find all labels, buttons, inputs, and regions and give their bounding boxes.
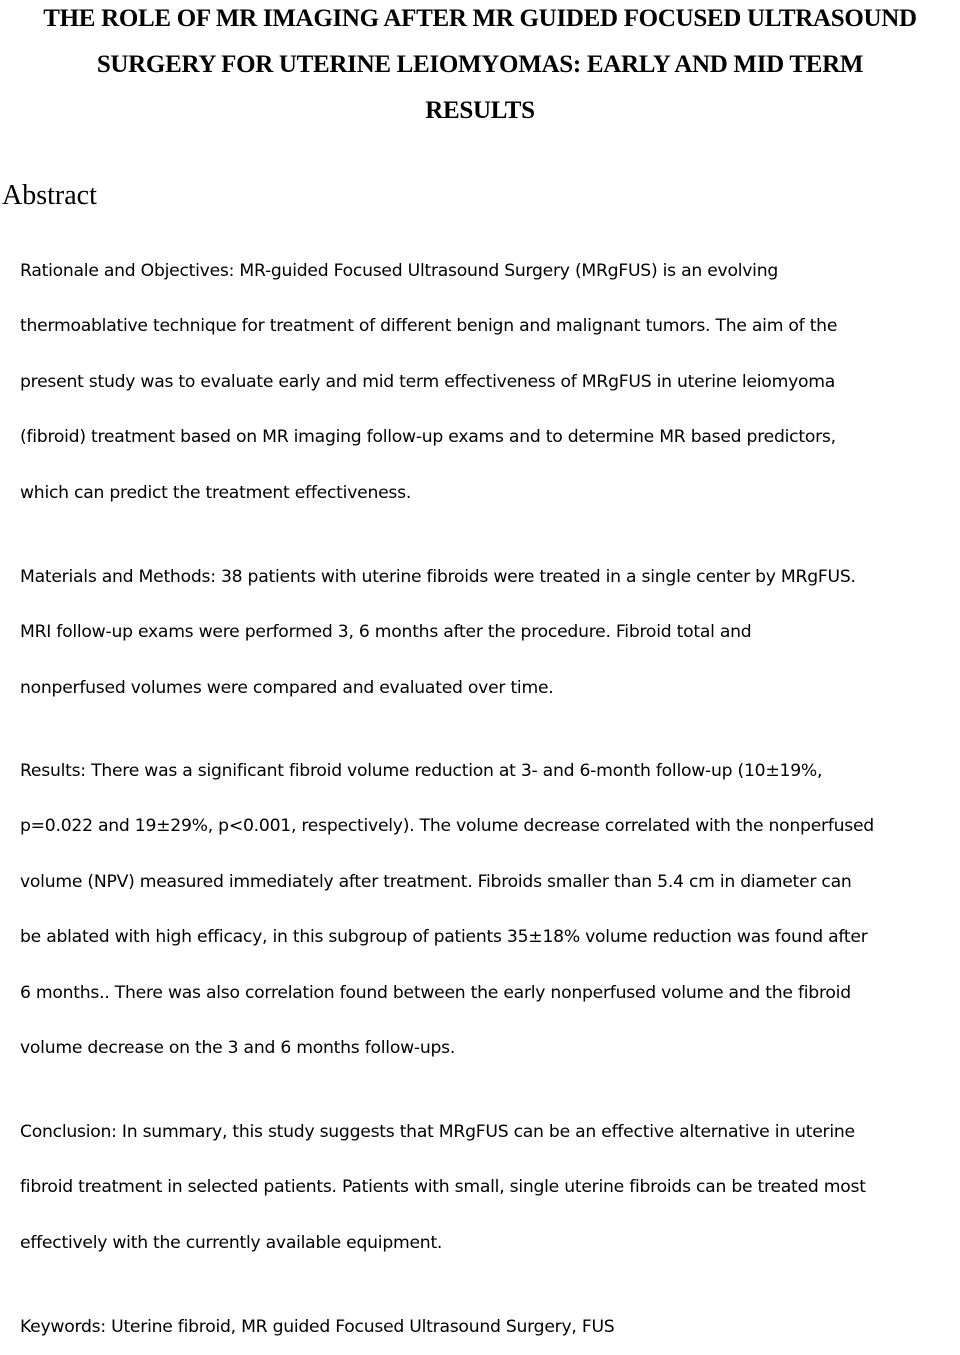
text-line: MRI follow-up exams were performed 3, 6 months after the procedure. Fibroid total and bbox=[20, 622, 752, 643]
results-paragraph bbox=[20, 744, 950, 1076]
text-line: fibroid treatment in selected patients. Patients with small, single uterine fibroids can be treated most bbox=[20, 1177, 866, 1198]
text-line: Materials and Methods: 38 patients with uterine fibroids were treated in a single center by MRgFUS. bbox=[20, 567, 856, 587]
title-line: THE ROLE OF MR IMAGING AFTER MR GUIDED FOCUSED ULTRASOUND bbox=[43, 5, 917, 32]
text-line: which can predict the treatment effectiveness. bbox=[20, 482, 412, 503]
title-line: SURGERY FOR UTERINE LEIOMYOMAS: EARLY AND MID TERM bbox=[96, 51, 864, 78]
text-line: 6 months.. There was also correlation found between the early nonperfused volume and the fibroid bbox=[20, 982, 851, 1003]
conclusion-paragraph bbox=[20, 1105, 950, 1271]
text-line: effectively with the currently available equipment. bbox=[20, 1232, 443, 1253]
keywords-paragraph bbox=[20, 1300, 950, 1355]
methods-paragraph bbox=[20, 550, 950, 716]
text-line: p=0.022 and 19±29%, p<0.001, respectively). The volume decrease correlated with the nonperfused bbox=[20, 816, 874, 837]
text-line: nonperfused volumes were compared and evaluated over time. bbox=[20, 677, 554, 698]
text-line: present study was to evaluate early and mid term effectiveness of MRgFUS in uterine leiomyoma bbox=[20, 371, 836, 392]
text-line: be ablated with high efficacy, in this subgroup of patients 35±18% volume reduction was found after bbox=[20, 927, 868, 948]
abstract-heading: Abstract bbox=[2, 180, 97, 211]
text-line: Conclusion: In summary, this study suggests that MRgFUS can be an effective alternative in uterine bbox=[20, 1122, 855, 1142]
text-line: volume (NPV) measured immediately after treatment. Fibroids smaller than 5.4 cm in diameter can bbox=[20, 871, 852, 892]
text-line: Keywords: Uterine fibroid, MR guided Focused Ultrasound Surgery, FUS bbox=[20, 1317, 615, 1337]
text-line: Rationale and Objectives: MR-guided Focused Ultrasound Surgery (MRgFUS) is an evolving bbox=[20, 261, 778, 281]
text-line: (fibroid) treatment based on MR imaging follow-up exams and to determine MR based predictors, bbox=[20, 427, 836, 448]
rationale-paragraph bbox=[20, 244, 950, 521]
text-line: volume decrease on the 3 and 6 months follow-ups. bbox=[20, 1038, 456, 1059]
text-line: thermoablative technique for treatment of different benign and malignant tumors. The aim of the bbox=[20, 316, 838, 337]
text-line: Results: There was a significant fibroid volume reduction at 3- and 6-month follow-up (10±19%, bbox=[20, 761, 823, 781]
paper-title bbox=[0, 0, 960, 134]
title-line: RESULTS bbox=[425, 97, 535, 124]
